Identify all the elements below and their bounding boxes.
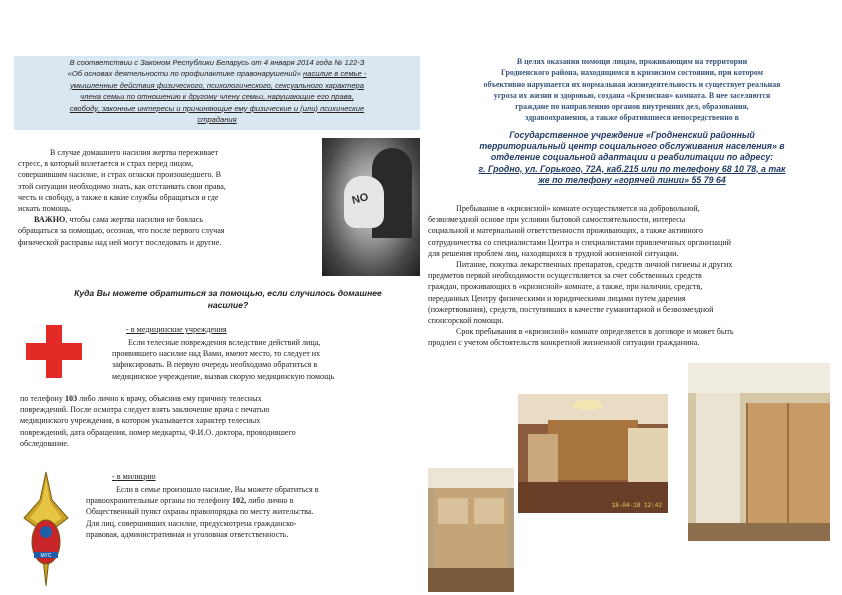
law-line [14,68,420,79]
law-title: «Об основах деятельности по профилактике правонарушений» [67,69,301,79]
text-line: искать помощь. [18,204,72,214]
law-term: насилие в семье - [303,69,367,79]
text-line: Питание, покупка лекарственных препаратов, средств личной гигиены и других [456,260,733,270]
text-line: Общественный пункт охраны правопорядка по месту жительства. [86,507,314,517]
text-line [18,214,314,225]
medical-heading: - в медицинские учреждения [126,325,227,334]
text-line: Пребывание в «кризисной» комнате осуществляется на добровольной, [456,204,700,213]
text-line: социальной и материальной ответственности проживающих, а также активного [428,226,703,236]
photo-ceiling [428,468,514,488]
text-line: предметов первой необходимости осуществляется за счет собственных средств [428,271,702,281]
text-line [20,393,418,404]
text-line: отделение социальной адаптации и реабилитации по адресу: [490,152,774,163]
text-line: Срок пребывания в «кризисной» комнате определяется в договоре и может быть [456,327,734,337]
photo-floor [688,523,830,541]
medical-paragraph-bottom [20,393,418,449]
text-line: совершившим насилие, и страх огласки произошедшего. В [18,170,221,180]
text-line: сотрудничества со специалистами Центра и специалистами привлеченных организаций [428,237,731,247]
text-line: для решения проблем лиц, находящихся в трудной жизненной ситуации. [428,248,679,258]
law-line: страдания [197,115,237,125]
text-line: повреждений, дата обращения, номер медкарты, Ф.И.О. доктора, проводившего [20,427,296,437]
text-line: стресс, в который вплетается и страх перед лицом, [18,159,194,169]
photo-wardrobe-seam [787,403,789,541]
text-line: обращаться за помощью, осознав, что после первого случая [18,226,225,236]
law-line: умышленные действия физического, психологического, сексуального характера [70,80,364,90]
woman-stop-photo [322,138,420,276]
question-line: насилие? [207,300,249,310]
text-line: медицинского учреждения, в котором указывается характер телесных [20,416,261,426]
intro-paragraph [18,147,314,248]
emblem-text: МУС [40,553,52,559]
text-fragment: либо лично в [246,496,294,506]
police-heading: - в милицию [112,472,156,481]
photo-chandelier [573,400,603,410]
text-line: Для лиц, совершивших насилие, предусмотрена гражданско- [86,518,297,528]
text-line: объективно нарушается их нормальная жизнедеятельность и существует реальная [483,79,781,89]
phone-103: 103 [64,394,78,403]
photo-no-label: NO [350,191,370,207]
text-line: угроза их жизни и здоровью, создана «Кризисная» комната. В нее заселяются [493,90,771,100]
text-fragment: правоохранительные органы по телефону [86,496,232,506]
question-line: Куда Вы можете обратиться за помощью, если случилось домашнее [74,288,382,298]
text-line: безвозмездной основе при условии бытовой самостоятельности, интересы [428,215,686,225]
text-line: Гродненского района, находящимся в кризисном состоянии, при котором [500,68,764,78]
important-label: ВАЖНО [34,215,66,225]
police-paragraph [86,484,418,540]
text-fragment: , чтобы сама жертва насилия не боялась [65,215,203,225]
text-line: этой ситуации необходимо знать, как отстаивать свои права, [18,181,226,191]
photo-wall [696,393,740,541]
text-line: зафиксировать. В первую очередь необходимо обратиться в [112,360,318,370]
text-line: Государственное учреждение «Гродненский районный [509,130,755,140]
room-photo-wardrobe [688,363,830,541]
address-line: г. Гродно, ул. Горького, 72А, каб.215 или по телефону 68 10 78, а так [478,163,786,174]
law-line: В соответствии с Законом Республики Беларусь от 4 января 2014 года № 122-З [69,58,365,67]
organization-address [432,130,832,186]
text-line: (пожертвования), средств, поступивших в качестве гуманитарной и безвозмездной [428,304,714,314]
phone-102: 102, [231,496,247,506]
text-line: граждан, проживающих в «кризисной» комнате, а также, при наличии, средств, [428,282,703,292]
text-line: граждане по направлению органов внутренних дел, образования, [515,102,749,112]
law-definition-box [14,56,420,130]
photo-ceiling [688,363,830,393]
law-line: члена семьи по отношению к другому члену семьи, нарушающие его права, [80,92,354,102]
text-line: проявившего насилие над Вами, имеют место, то следует их [112,349,321,359]
text-line: медицинское учреждение, вызвав скорую медицинскую помощь [112,371,335,381]
crisis-room-intro [432,56,832,124]
text-line: повреждений. После осмотра следует взять заключение врача с печатью [20,405,270,415]
medical-paragraph-top [112,337,418,382]
text-line: физической расправы над ней могут последовать и другие. [18,237,222,247]
hotline-line: же по телефону «горячей линии» 55 79 64 [538,174,726,185]
text-line: переданных Центру физическими и юридическими лицами путем дарения [428,293,686,303]
text-fragment: либо лично к врачу, объяснив ему причину телесных [77,394,262,403]
text-line: правовая, административная и уголовная ответственность. [86,529,289,539]
text-line: В случае домашнего насилия жертва переживает [50,148,219,157]
text-line: здравоохранения, а также обратившиеся непосредственно в [525,113,739,123]
room-photo-bedroom [518,394,668,513]
text-line: территориальный центр социального обслуживания населения» в [479,141,785,152]
text-line [86,495,418,506]
photo-back-wall [548,420,638,480]
text-fragment: по телефону [20,394,65,403]
help-question [38,287,418,311]
photo-timestamp: 18-04-18 12:42 [611,502,662,509]
room-photo-furniture [428,468,514,592]
photo-shelf [474,498,504,524]
text-line: В целях оказания помощи лицам, проживающим на территории [516,57,748,66]
photo-floor [428,568,514,592]
text-line: честь и свободу, а также в какие службы обращаться и где [18,192,219,202]
police-emblem-icon [22,470,70,588]
text-line: Если в семье произошло насилие, Вы можете обратиться в [116,485,319,494]
text-line: продлен с учетом обстоятельств конкретной жизненной ситуации гражданина. [428,338,700,348]
text-line: обследование. [20,438,70,448]
crisis-room-terms [428,203,830,349]
photo-shelf [438,498,468,524]
law-line: свободу, законные интересы и причиняющие ему физические и (или) психические [69,103,365,113]
red-cross-icon-bar [26,343,82,360]
text-line: Если телесные повреждения вследствие действий лица, [128,338,321,347]
text-line: спонсорской помощи. [428,316,504,326]
